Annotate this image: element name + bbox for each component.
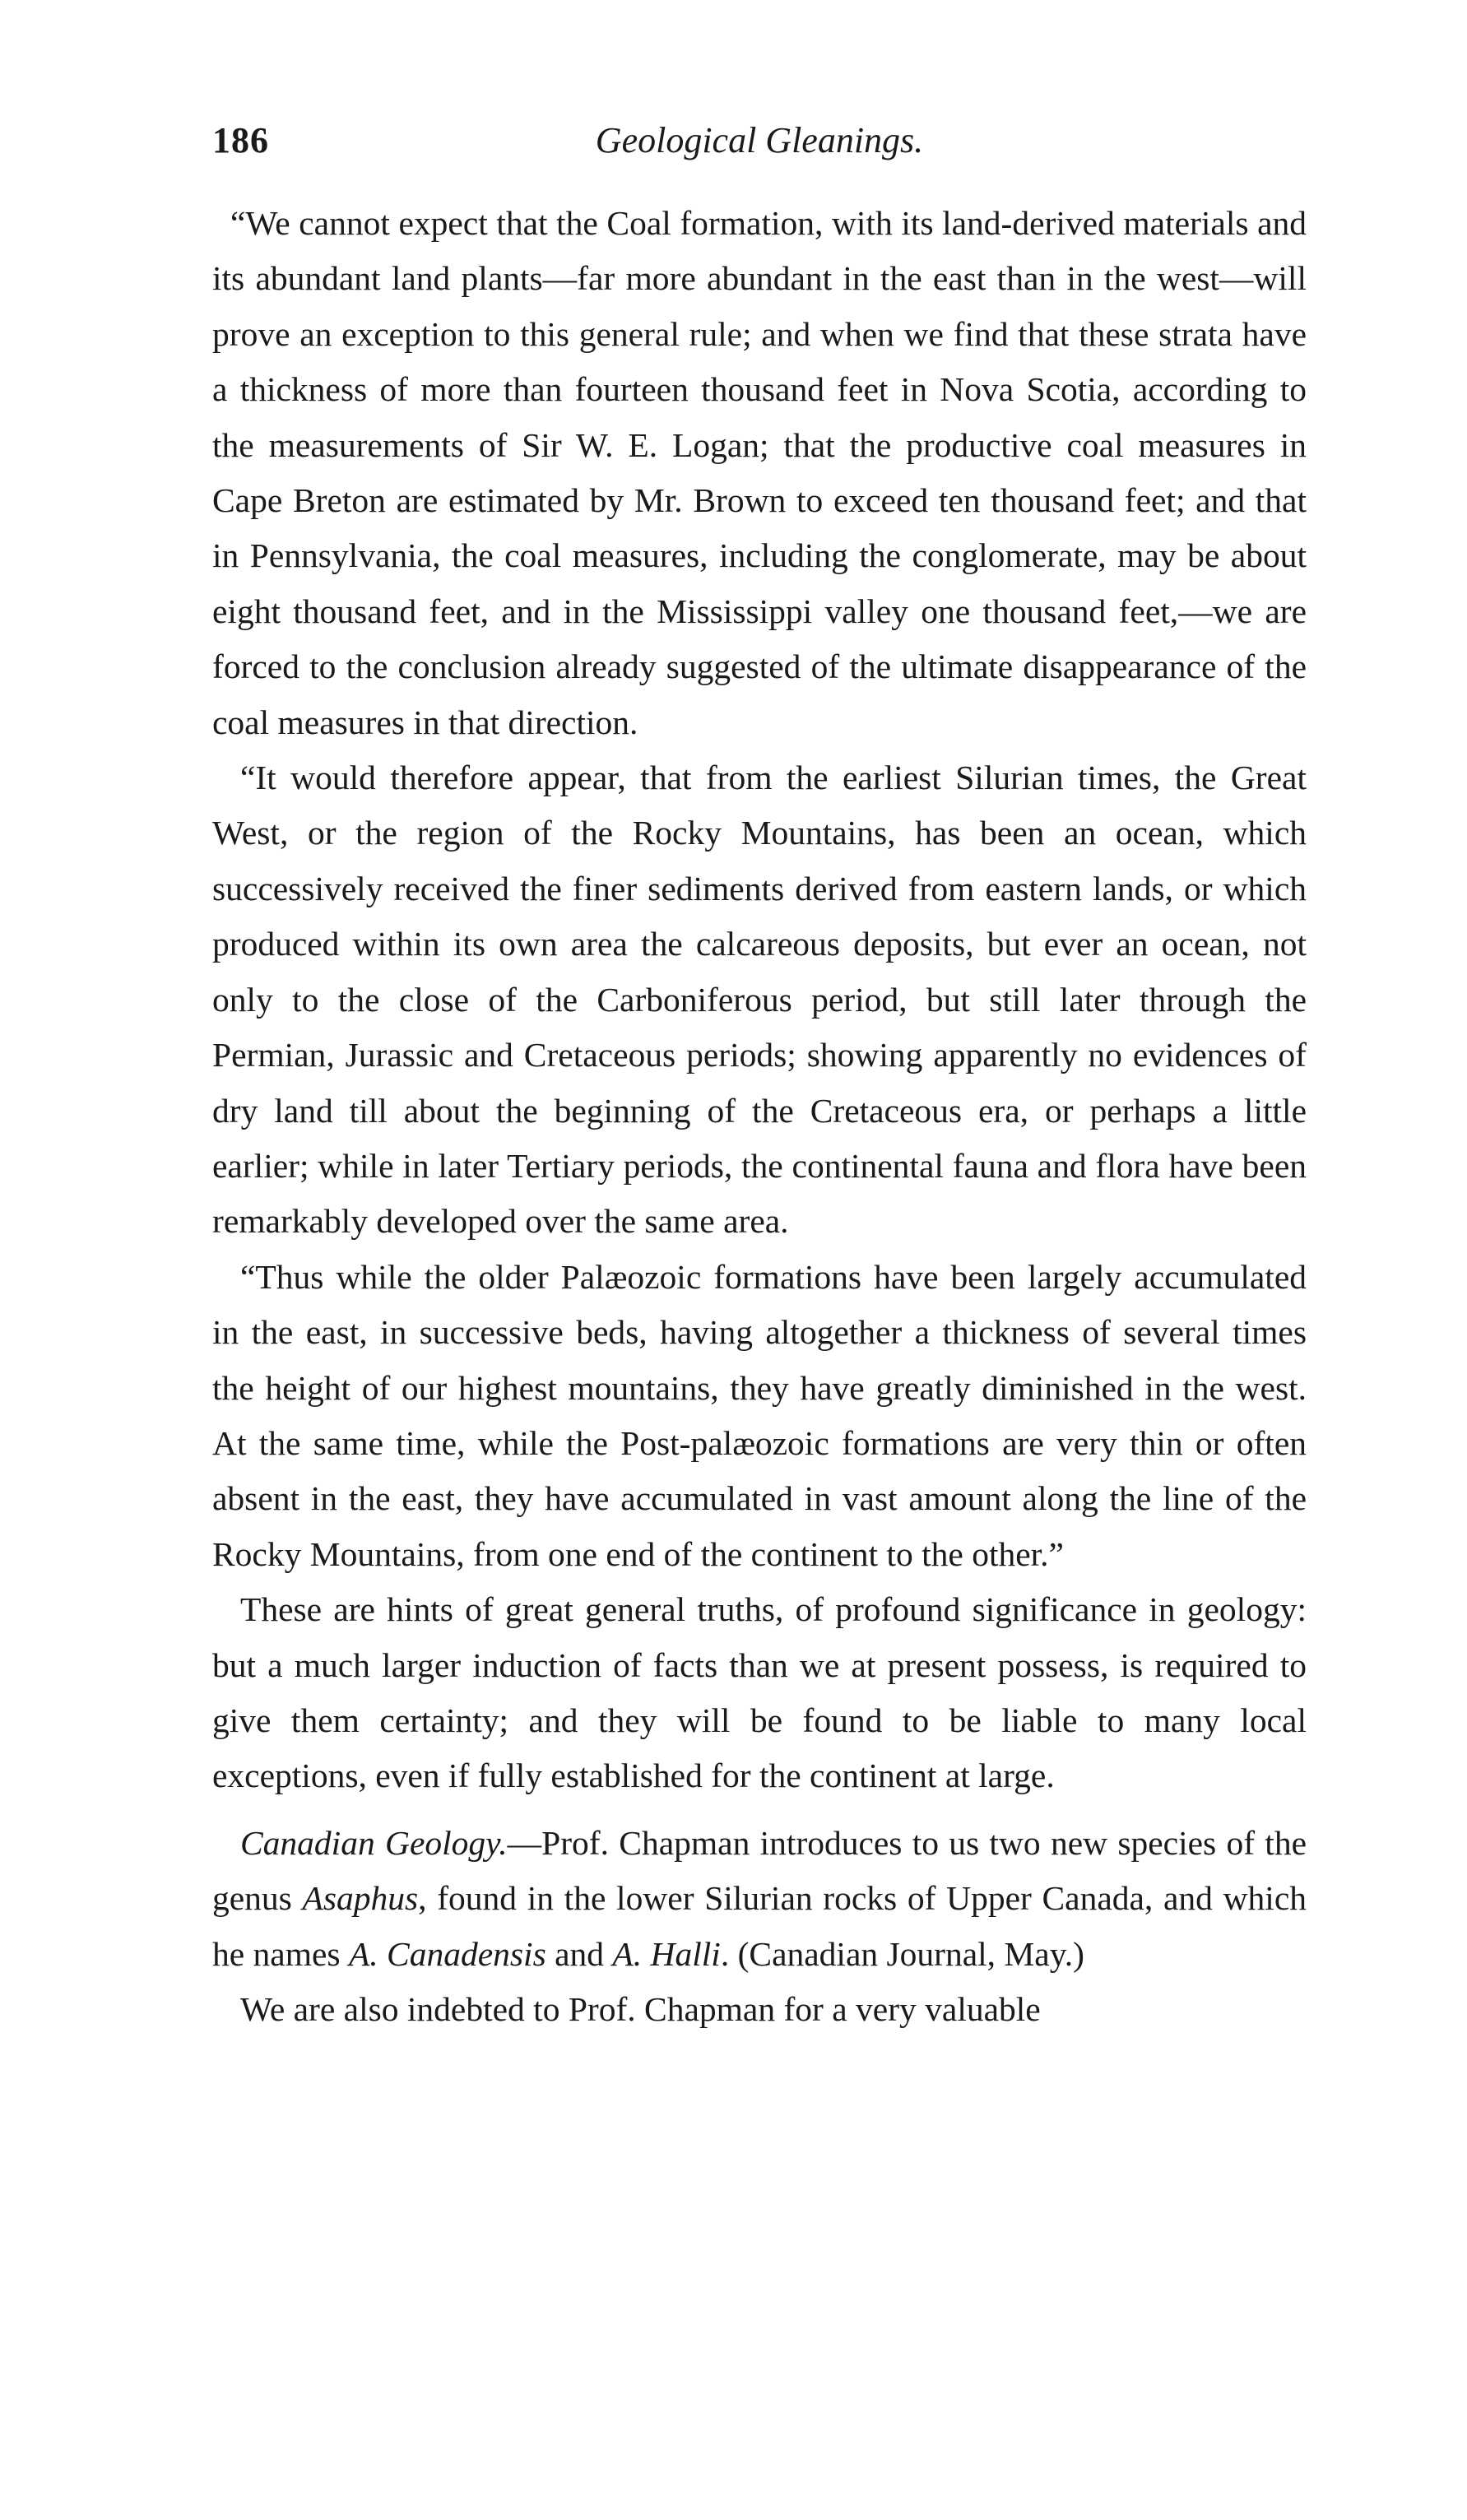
paragraph-general-truths: These are hints of great general truths, of profound significance in geology: but a much larger induction of facts than we at present possess, is required to give them certainty; and they will be found to be liable to many local exceptions, even if fully established for the continent at large. [212, 1590, 1307, 1795]
running-head [212, 119, 1307, 177]
paragraph-chapman-indebted: We are also indebted to Prof. Chapman for a very valuable [240, 1990, 1041, 2028]
paragraph-palaeozoic-formations: “Thus while the older Palæozoic formations have been largely accumulated in the east, in successive beds, having altogether a thickness of several times the height of our highest mountains, they have greatly diminished in the west. At the same time, while the Post-palæozoic formations are very thin or often absent in the east, they have accumulated in vast amount along the line of the Rocky Mountains, from one end of the continent to the other.” [212, 1257, 1307, 1573]
page-number: 186 [212, 120, 269, 160]
body-text [212, 196, 1307, 2037]
running-title: Geological Gleanings. [595, 120, 924, 160]
canadian-geology-text-3: and [545, 1934, 613, 1973]
genus-name: Asaphus [302, 1879, 419, 1918]
paragraph-canadian-geology [212, 1816, 1307, 1982]
section-heading-canadian-geology: Canadian Geology. [240, 1823, 508, 1862]
species-name-2: A. Halli [612, 1934, 721, 1973]
paragraph-great-west-ocean: “It would therefore appear, that from the earliest Silurian times, the Great West, or the region of the Rocky Mountains, has been an ocean, which successively received the finer sediments derived from eastern lands, or which produced within its own area the calcareous deposits, but ever an ocean, not only to the close of the Carboniferous period, but still later through the Permian, Jurassic and Cretaceous periods; showing apparently no evidences of dry land till about the beginning of the Cretaceous era, or perhaps a little earlier; while in later Tertiary periods, the continental fauna and flora have been remarkably developed over the same area. [212, 759, 1307, 1241]
canadian-geology-text-4: . (Canadian Journal, May.) [720, 1934, 1084, 1973]
canadian-geology-text-2: , found in the lower Silurian rocks of Upper Canada, and which he names [212, 1879, 1307, 1973]
paragraph-coal-formation: “We cannot expect that the Coal formation, with its land-derived materials and its abundant land plants—far more abundant in the east than in the west—will prove an exception to this general rule; and when we find that these strata have a thickness of more than fourteen thousand feet in Nova Scotia, according to the measurements of Sir W. E. Logan; that the productive coal measures in Cape Breton are estimated by Mr. Brown to exceed ten thousand feet; and that in Pennsylvania, the coal measures, including the conglomerate, may be about eight thousand feet, and in the Mississippi valley one thousand feet,—we are forced to the conclusion already suggested of the ultimate disappearance of the coal measures in that direction. [212, 204, 1307, 741]
species-name-1: A. Canadensis [348, 1934, 546, 1973]
canadian-geology-text-1: —Prof. Chapman introduces to us two new species of the genus [212, 1823, 1307, 1918]
